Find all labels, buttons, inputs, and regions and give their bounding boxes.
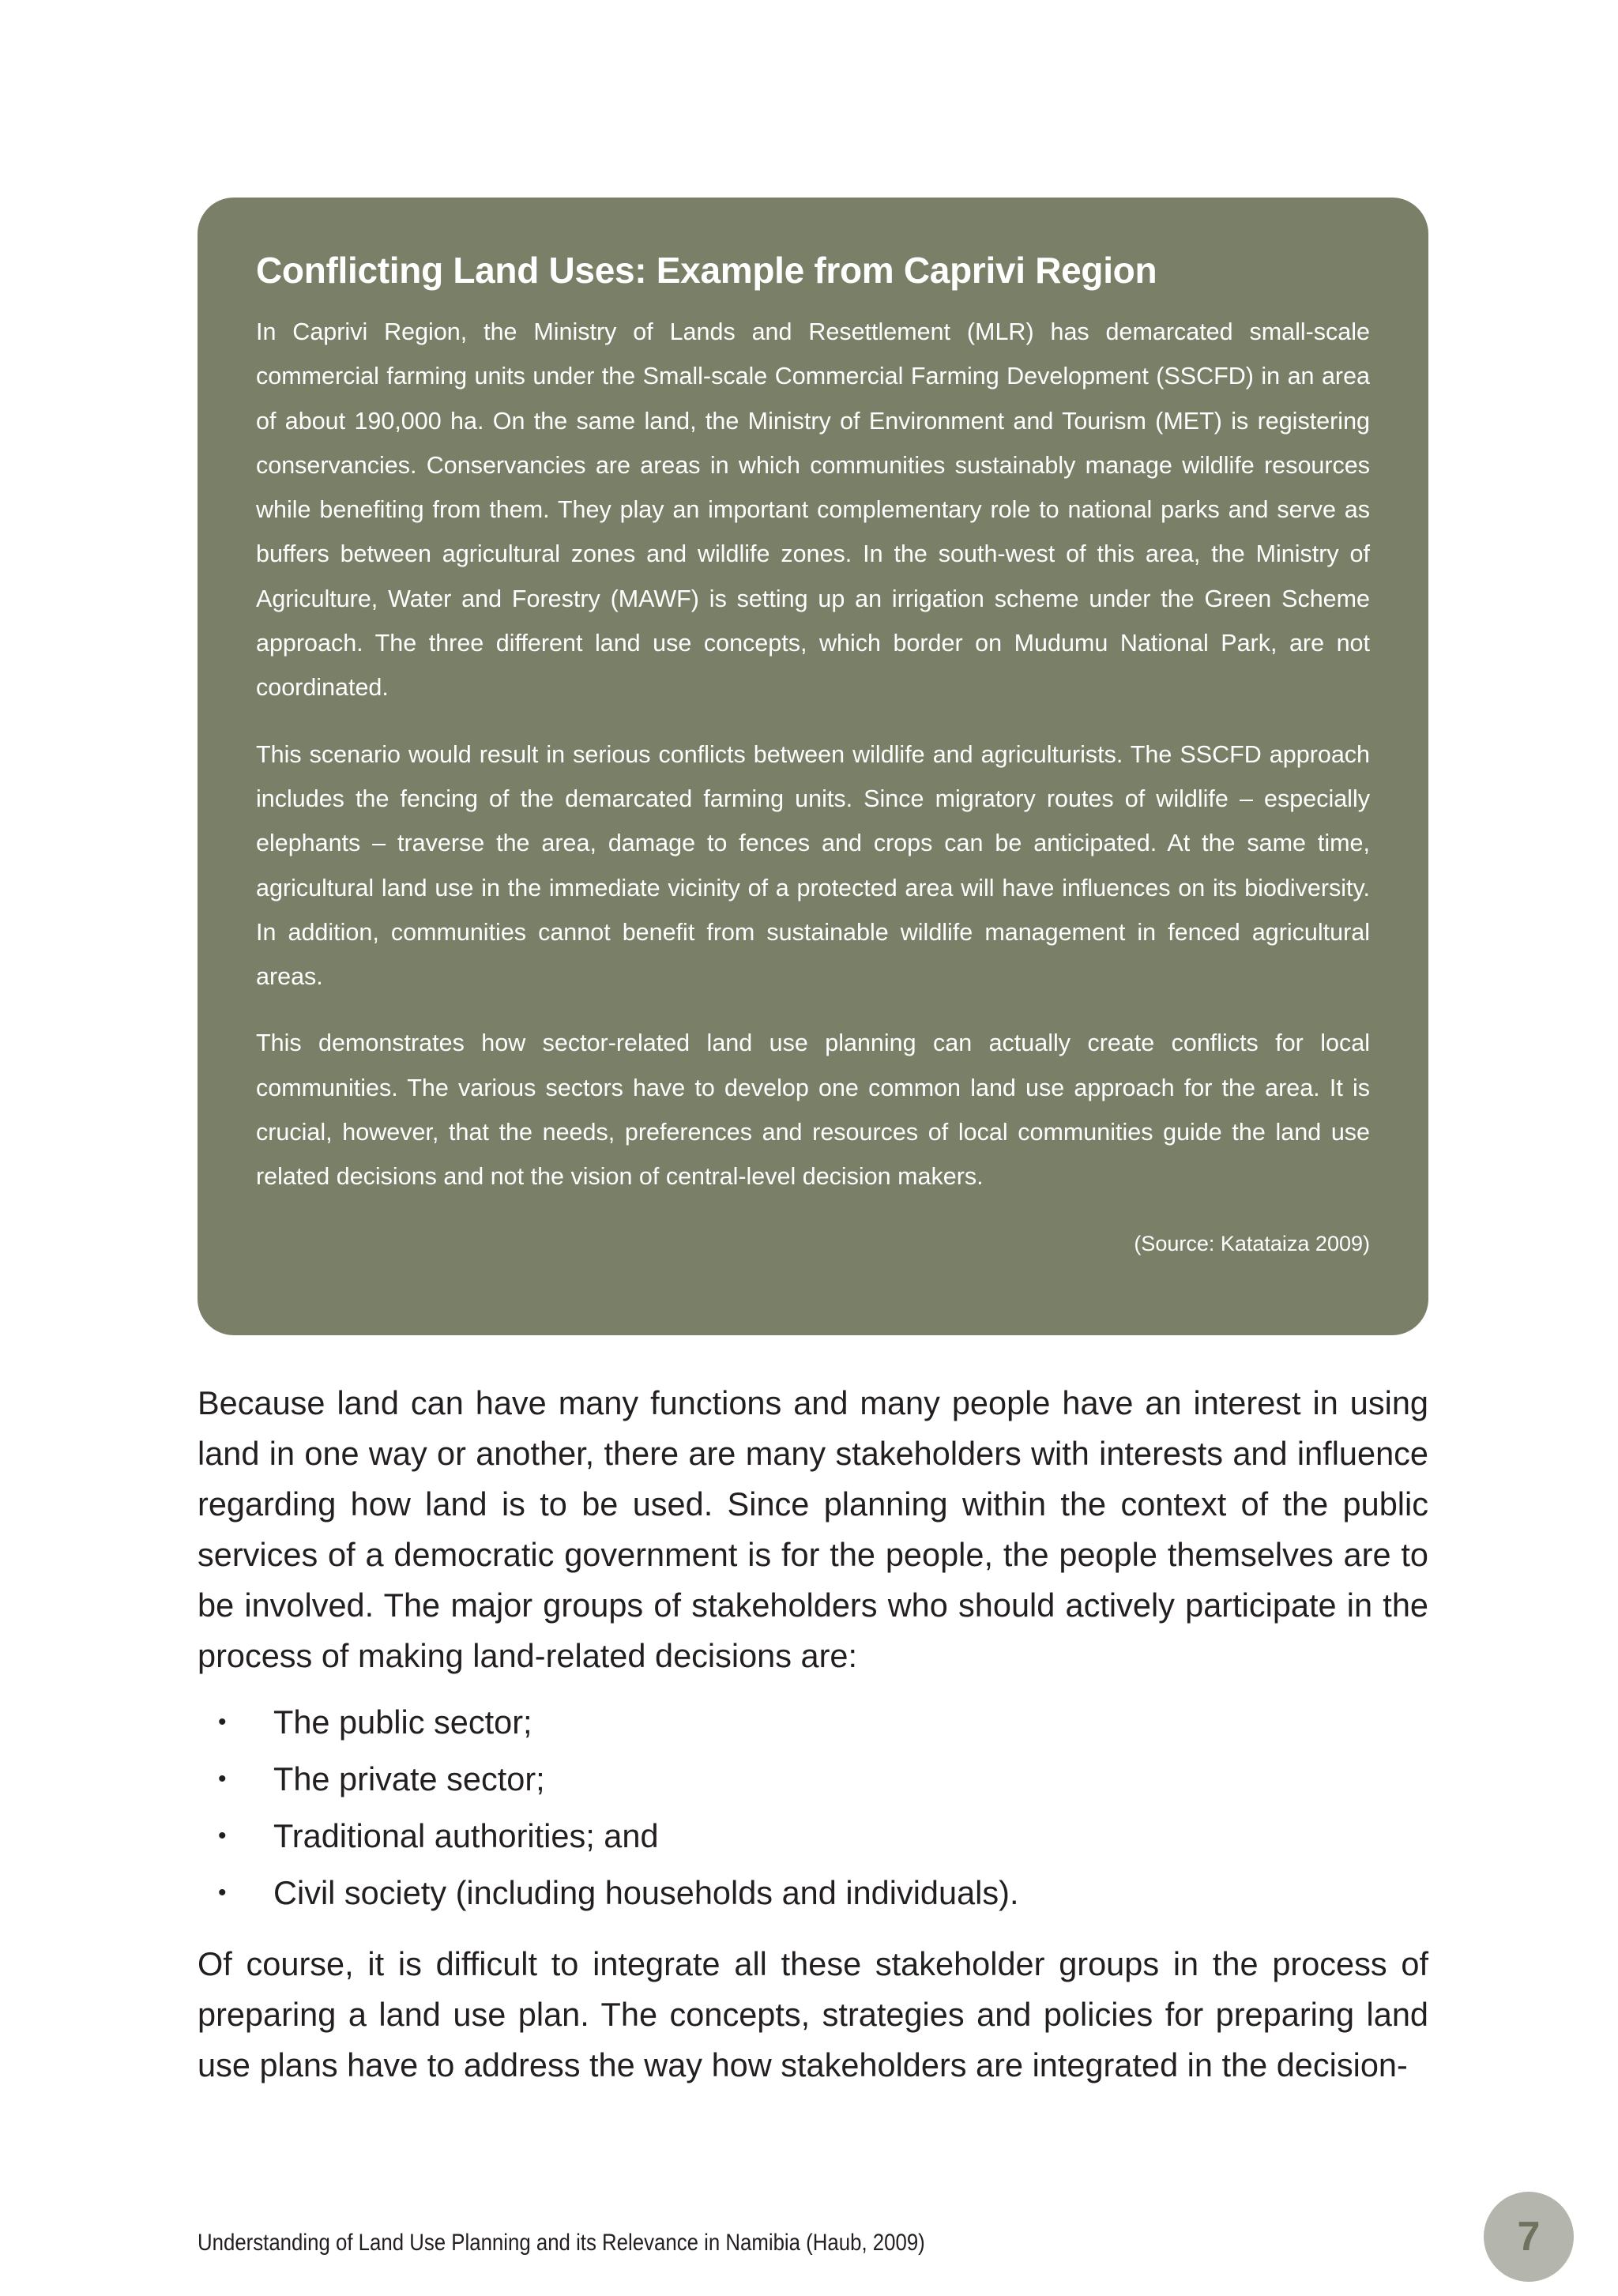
- list-item-text: Traditional authorities; and: [273, 1817, 659, 1854]
- list-item: [198, 1865, 1428, 1921]
- intro-paragraph: Because land can have many functions and many people have an interest in using land in one way or another, there are many stakeholders with interests and influence regarding how land is to be used. Since planning within the context of the public services of a democratic government is for the people, the people themselves are to be involved. The major groups of stakeholders who should actively participate in the process of making land-related decisions are:: [198, 1384, 1428, 1674]
- list-item-text: The public sector;: [273, 1703, 532, 1741]
- closing-paragraph: Of course, it is difficult to integrate all these stakeholder groups in the process of preparing a land use plan. The concepts, strategies and policies for preparing land use plans have to address the way how stakeholders are integrated in the decision-: [198, 1945, 1428, 2083]
- box-title: Conflicting Land Uses: Example from Caprivi Region: [256, 250, 1157, 291]
- box-source: (Source: Katataiza 2009): [1134, 1231, 1370, 1255]
- page-number: 7: [1484, 2192, 1574, 2282]
- list-item-text: Civil society (including households and individuals).: [273, 1874, 1019, 1911]
- bullet-dot: •: [218, 1766, 227, 1792]
- list-item-text: The private sector;: [273, 1760, 545, 1797]
- list-item: [198, 1694, 1428, 1751]
- box-paragraph-2: This scenario would result in serious conflicts between wildlife and agriculturists. The SSCFD approach includes the fencing of the demarcated farming units. Since migratory routes of wildlife – especially elephants – traverse the area, damage to fences and crops can be anticipated. At the same time, agricultural land use in the immediate vicinity of a protected area will have influences on its biodiversity. In addition, communities cannot benefit from sustainable wildlife management in fenced agricultural areas.: [256, 740, 1370, 991]
- list-item: [198, 1751, 1428, 1808]
- bullet-dot: •: [218, 1880, 227, 1906]
- body-text: [198, 1378, 1428, 2091]
- bullet-dot: •: [218, 1709, 227, 1735]
- box-paragraph-3: This demonstrates how sector-related land use planning can actually create conflicts for local communities. The various sectors have to develop one common land use approach for the area. It is crucial, however, that the needs, preferences and resources of local communities guide the land use related decisions and not the vision of central-level decision makers.: [256, 1029, 1370, 1191]
- box-paragraph-1: In Caprivi Region, the Ministry of Lands and Resettlement (MLR) has demarcated small-scale commercial farming units under the Small-scale Commercial Farming Development (SSCFD) in an area of about 190,000 ha. On the same land, the Ministry of Environment and Tourism (MET) is registering conservancies. Conservancies are areas in which communities sustainably manage wildlife resources while benefiting from them. They play an important complementary role to national parks and serve as buffers between agricultural zones and wildlife zones. In the south-west of this area, the Ministry of Agriculture, Water and Forestry (MAWF) is setting up an irrigation scheme under the Green Scheme approach. The three different land use concepts, which border on Mudumu National Park, are not coordinated.: [256, 318, 1370, 702]
- list-item: [198, 1808, 1428, 1865]
- case-study-box: [198, 198, 1428, 1335]
- bullet-dot: •: [218, 1823, 227, 1849]
- footer-citation: Understanding of Land Use Planning and its Relevance in Namibia (Haub, 2009): [198, 2230, 925, 2256]
- stakeholder-list: [198, 1694, 1428, 1921]
